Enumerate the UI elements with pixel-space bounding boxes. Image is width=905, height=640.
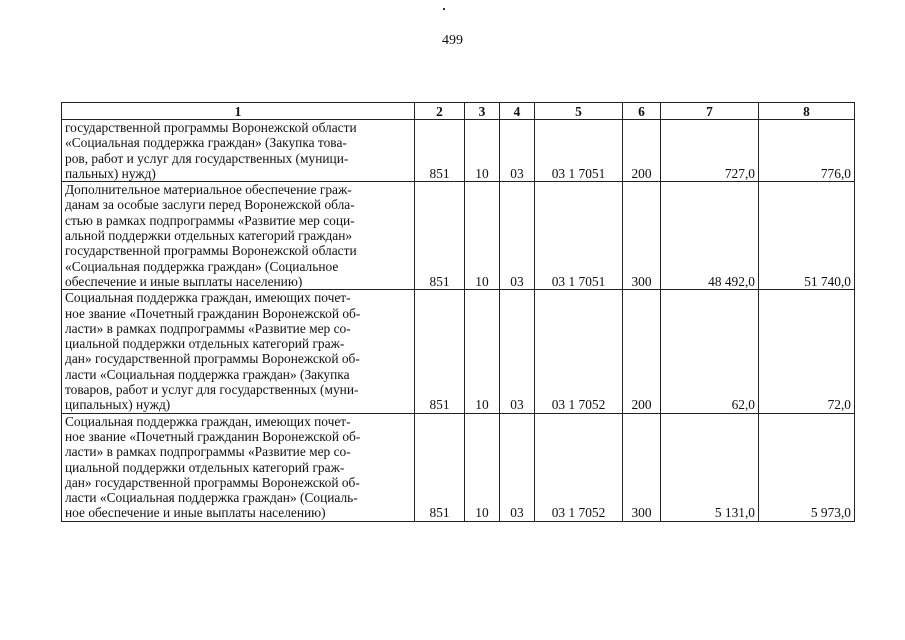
description-line: ласти «Социальная поддержка граждан» (Социаль- <box>65 490 358 506</box>
row-description <box>62 182 415 290</box>
table-row <box>62 413 855 521</box>
amount-col7: 48 492,0 <box>661 182 759 290</box>
description-line: ласти «Социальная поддержка граждан» (Закупка <box>65 366 350 382</box>
expense-type-code: 300 <box>623 182 661 290</box>
section-code: 10 <box>465 290 500 413</box>
col-header-5: 5 <box>535 103 623 120</box>
description-line: ное обеспечение и иные выплаты населению) <box>65 505 326 521</box>
scan-speck <box>443 8 445 10</box>
amount-col7: 5 131,0 <box>661 413 759 521</box>
description-line: ласти» в рамках подпрограммы «Развитие мер со- <box>65 320 351 336</box>
amount-col7: 727,0 <box>661 120 759 182</box>
ministry-code: 851 <box>415 413 465 521</box>
subsection-code: 03 <box>500 182 535 290</box>
ministry-code: 851 <box>415 182 465 290</box>
description-line: дан» государственной программы Воронежской об- <box>65 474 360 490</box>
description-line: ное звание «Почетный гражданин Воронежской об- <box>65 305 361 321</box>
table-row <box>62 290 855 413</box>
col-header-7: 7 <box>661 103 759 120</box>
description-line: ласти» в рамках подпрограммы «Развитие мер со- <box>65 444 351 460</box>
description-line: ров, работ и услуг для государственных (муници- <box>65 150 349 166</box>
description-line: циальной поддержки отдельных категорий граж- <box>65 336 345 352</box>
amount-col8: 72,0 <box>759 290 855 413</box>
description-line: «Социальная поддержка граждан» (Закупка това- <box>65 135 347 151</box>
description-line: Социальная поддержка граждан, имеющих почет- <box>65 290 351 306</box>
col-header-3: 3 <box>465 103 500 120</box>
description-line: товаров, работ и услуг для государственных (муни- <box>65 382 359 398</box>
target-article-code: 03 1 7051 <box>535 120 623 182</box>
col-header-6: 6 <box>623 103 661 120</box>
section-code: 10 <box>465 120 500 182</box>
section-code: 10 <box>465 413 500 521</box>
page-number: 499 <box>442 33 463 48</box>
amount-col8: 5 973,0 <box>759 413 855 521</box>
col-header-4: 4 <box>500 103 535 120</box>
table-row <box>62 182 855 290</box>
description-line: стью в рамках подпрограммы «Развитие мер соци- <box>65 212 355 228</box>
budget-table <box>61 102 855 522</box>
row-description <box>62 290 415 413</box>
description-line: обеспечение и иные выплаты населению) <box>65 273 303 289</box>
row-description <box>62 120 415 182</box>
expense-type-code: 200 <box>623 290 661 413</box>
target-article-code: 03 1 7052 <box>535 413 623 521</box>
description-line: ное звание «Почетный гражданин Воронежской об- <box>65 428 361 444</box>
description-line: Социальная поддержка граждан, имеющих почет- <box>65 413 351 429</box>
amount-col7: 62,0 <box>661 290 759 413</box>
description-line: ципальных) нужд) <box>65 397 171 413</box>
section-code: 10 <box>465 182 500 290</box>
description-line: государственной программы Воронежской области <box>65 243 357 259</box>
expense-type-code: 300 <box>623 413 661 521</box>
header-row <box>62 103 855 120</box>
ministry-code: 851 <box>415 290 465 413</box>
table-row <box>62 120 855 182</box>
subsection-code: 03 <box>500 120 535 182</box>
description-line: дан» государственной программы Воронежской об- <box>65 351 360 367</box>
description-line: данам за особые заслуги перед Воронежской обла- <box>65 197 355 213</box>
subsection-code: 03 <box>500 290 535 413</box>
subsection-code: 03 <box>500 413 535 521</box>
col-header-8: 8 <box>759 103 855 120</box>
amount-col8: 51 740,0 <box>759 182 855 290</box>
target-article-code: 03 1 7052 <box>535 290 623 413</box>
amount-col8: 776,0 <box>759 120 855 182</box>
description-line: пальных) нужд) <box>65 165 156 181</box>
description-line: государственной программы Воронежской области <box>65 120 357 135</box>
description-line: циальной поддержки отдельных категорий граж- <box>65 459 345 475</box>
description-line: альной поддержки отдельных категорий граждан» <box>65 228 353 244</box>
row-description <box>62 413 415 521</box>
ministry-code: 851 <box>415 120 465 182</box>
col-header-2: 2 <box>415 103 465 120</box>
description-line: Дополнительное материальное обеспечение граж- <box>65 182 352 198</box>
expense-type-code: 200 <box>623 120 661 182</box>
col-header-1: 1 <box>62 103 415 120</box>
target-article-code: 03 1 7051 <box>535 182 623 290</box>
description-line: «Социальная поддержка граждан» (Социальное <box>65 258 339 274</box>
